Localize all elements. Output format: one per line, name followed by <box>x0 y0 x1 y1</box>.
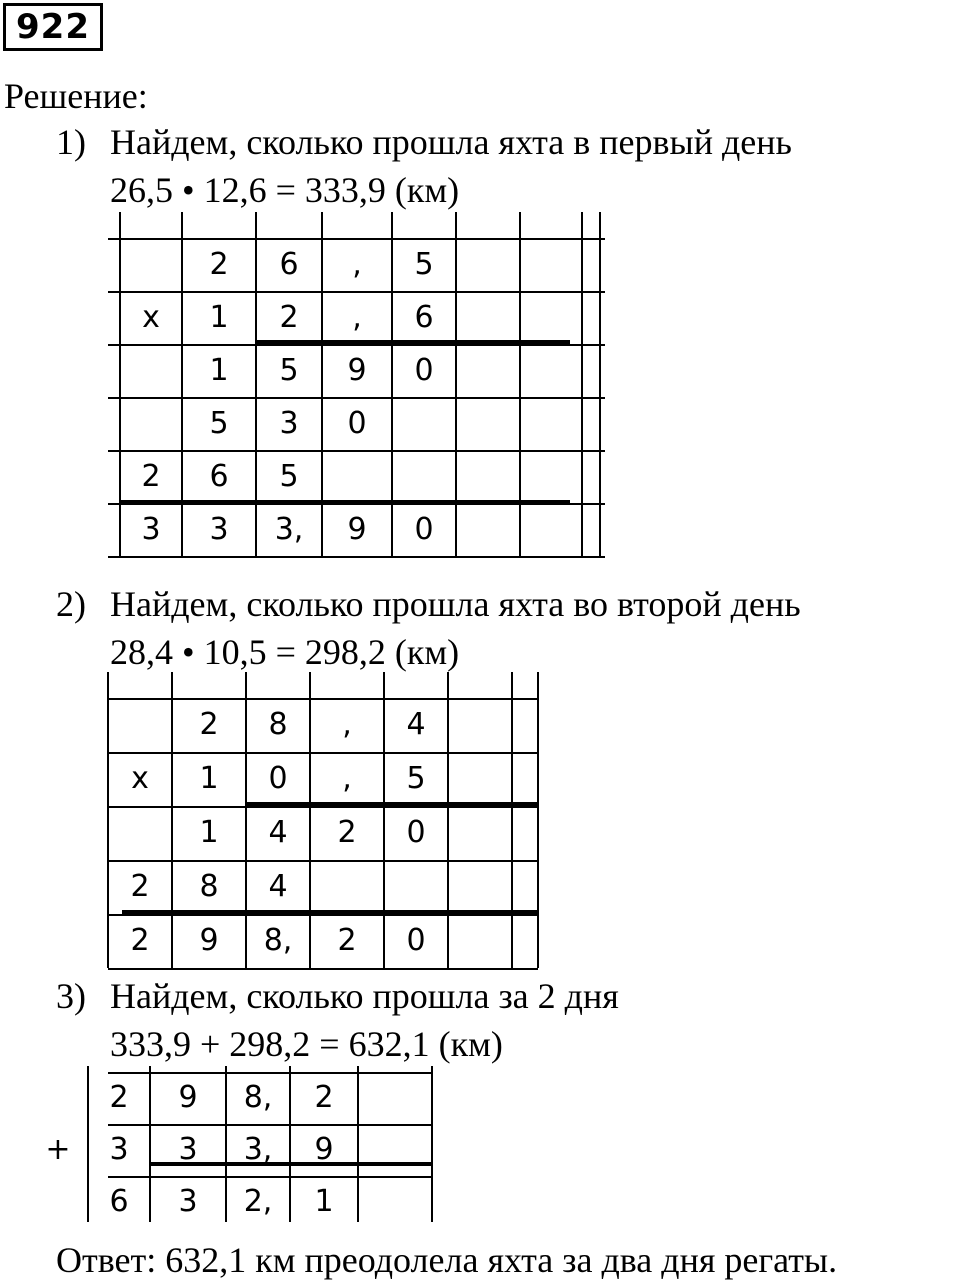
grid-cell: 2 <box>337 815 357 850</box>
grid-horizontal-line <box>108 968 538 970</box>
grid-cell: 4 <box>268 815 288 850</box>
grid-cell: 0 <box>406 815 426 850</box>
grid-cell <box>48 698 108 752</box>
grid-cell: 9 <box>178 1080 198 1115</box>
grid-cell: 3 <box>209 512 229 547</box>
grid-cell: 9 <box>314 1132 334 1167</box>
step-2-expression: 28,4 • 10,5 = 298,2 (км) <box>110 632 460 672</box>
grid-cell: 5 <box>414 247 434 282</box>
grid-cell: 9 <box>347 512 367 547</box>
grid-cell: 9 <box>199 923 219 958</box>
step-2-text: Найдем, сколько прошла яхта во второй день <box>110 584 801 624</box>
grid-cell: + <box>45 1132 71 1167</box>
grid-cell <box>48 752 108 806</box>
grid-cell: 6 <box>109 1184 129 1219</box>
grid-cell <box>456 397 520 450</box>
grid-cell <box>456 291 520 344</box>
grid-cell: 0 <box>414 353 434 388</box>
grid-vertical-line <box>511 672 513 968</box>
grid-cell: 8, <box>263 923 293 958</box>
grid-cell <box>120 344 182 397</box>
grid-cell <box>28 1072 88 1124</box>
solution-label: Решение: <box>4 76 148 116</box>
grid-cell <box>60 291 120 344</box>
grid-cell: 4 <box>268 869 288 904</box>
grid-cell: 3 <box>141 512 161 547</box>
grid-cell: , <box>352 300 362 335</box>
grid-cell <box>60 344 120 397</box>
grid-cell: 5 <box>279 459 299 494</box>
grid-cell: 2 <box>130 869 150 904</box>
grid-cell: 8 <box>199 869 219 904</box>
step-1-text: Найдем, сколько прошла яхта в первый день <box>110 122 792 162</box>
grid-cell <box>28 1176 88 1228</box>
grid-cell <box>384 860 448 914</box>
step-3-expression: 333,9 + 298,2 = 632,1 (км) <box>110 1024 503 1064</box>
grid-cell: 5 <box>209 406 229 441</box>
step-1-expression: 26,5 • 12,6 = 333,9 (км) <box>110 170 460 210</box>
grid-cell: 3 <box>109 1132 129 1167</box>
grid-cell <box>48 860 108 914</box>
grid-cell <box>456 344 520 397</box>
grid-cell <box>456 238 520 291</box>
grid-cell: , <box>342 761 352 796</box>
grid-cell: 6 <box>209 459 229 494</box>
grid-cell: 1 <box>209 353 229 388</box>
grid-cell <box>322 450 392 503</box>
grid-cell: 1 <box>199 815 219 850</box>
grid-cell <box>48 914 108 968</box>
grid-cell: 2 <box>337 923 357 958</box>
grid-cell <box>392 450 456 503</box>
grid-cell <box>120 238 182 291</box>
grid-cell: , <box>352 247 362 282</box>
grid-cell: 6 <box>414 300 434 335</box>
grid-cell: 2 <box>314 1080 334 1115</box>
grid-vertical-line <box>581 212 583 557</box>
grid-cell: x <box>131 761 149 796</box>
grid-cell: 3, <box>243 1132 273 1167</box>
grid-vertical-line <box>599 212 601 557</box>
grid-cell: 5 <box>279 353 299 388</box>
grid-cell: 4 <box>406 707 426 742</box>
task-number: 922 <box>3 3 103 51</box>
grid-cell: 3 <box>178 1132 198 1167</box>
grid-cell: 1 <box>209 300 229 335</box>
grid-cell: 2 <box>209 247 229 282</box>
grid-cell: 1 <box>314 1184 334 1219</box>
grid-cell <box>456 450 520 503</box>
grid-horizontal-line <box>108 556 605 558</box>
grid-cell: 1 <box>199 761 219 796</box>
grid-cell: 0 <box>347 406 367 441</box>
grid-cell <box>310 860 384 914</box>
grid-cell: 8 <box>268 707 288 742</box>
grid-cell: 9 <box>347 353 367 388</box>
grid-cell: 2, <box>243 1184 273 1219</box>
grid-cell <box>60 450 120 503</box>
step-3-text: Найдем, сколько прошла за 2 дня <box>110 976 619 1016</box>
grid-vertical-line <box>537 672 539 968</box>
grid-cell: 3 <box>279 406 299 441</box>
grid-cell <box>120 397 182 450</box>
grid-cell: 3, <box>274 512 304 547</box>
step-3-number: 3) <box>56 976 86 1016</box>
grid-cell <box>392 397 456 450</box>
grid-cell: 8, <box>243 1080 273 1115</box>
grid-cell: 6 <box>279 247 299 282</box>
grid-cell: 0 <box>414 512 434 547</box>
grid-cell <box>60 238 120 291</box>
grid-cell: x <box>142 300 160 335</box>
grid-cell: 0 <box>406 923 426 958</box>
grid-cell: , <box>342 707 352 742</box>
grid-cell: 3 <box>178 1184 198 1219</box>
grid-cell: 2 <box>130 923 150 958</box>
step-1-number: 1) <box>56 122 86 162</box>
step-2-number: 2) <box>56 584 86 624</box>
grid-cell <box>60 503 120 556</box>
grid-cell <box>456 503 520 556</box>
grid-cell: 0 <box>268 761 288 796</box>
grid-cell <box>48 806 108 860</box>
grid-cell <box>108 698 172 752</box>
grid-cell: 5 <box>406 761 426 796</box>
grid-cell <box>108 806 172 860</box>
grid-cell: 2 <box>199 707 219 742</box>
grid-cell: 2 <box>279 300 299 335</box>
grid-vertical-line <box>431 1066 433 1222</box>
answer-text: Ответ: 632,1 км преодолела яхта за два дня регаты. <box>56 1240 838 1280</box>
grid-cell: 2 <box>141 459 161 494</box>
grid-cell: 2 <box>109 1080 129 1115</box>
grid-cell <box>60 397 120 450</box>
